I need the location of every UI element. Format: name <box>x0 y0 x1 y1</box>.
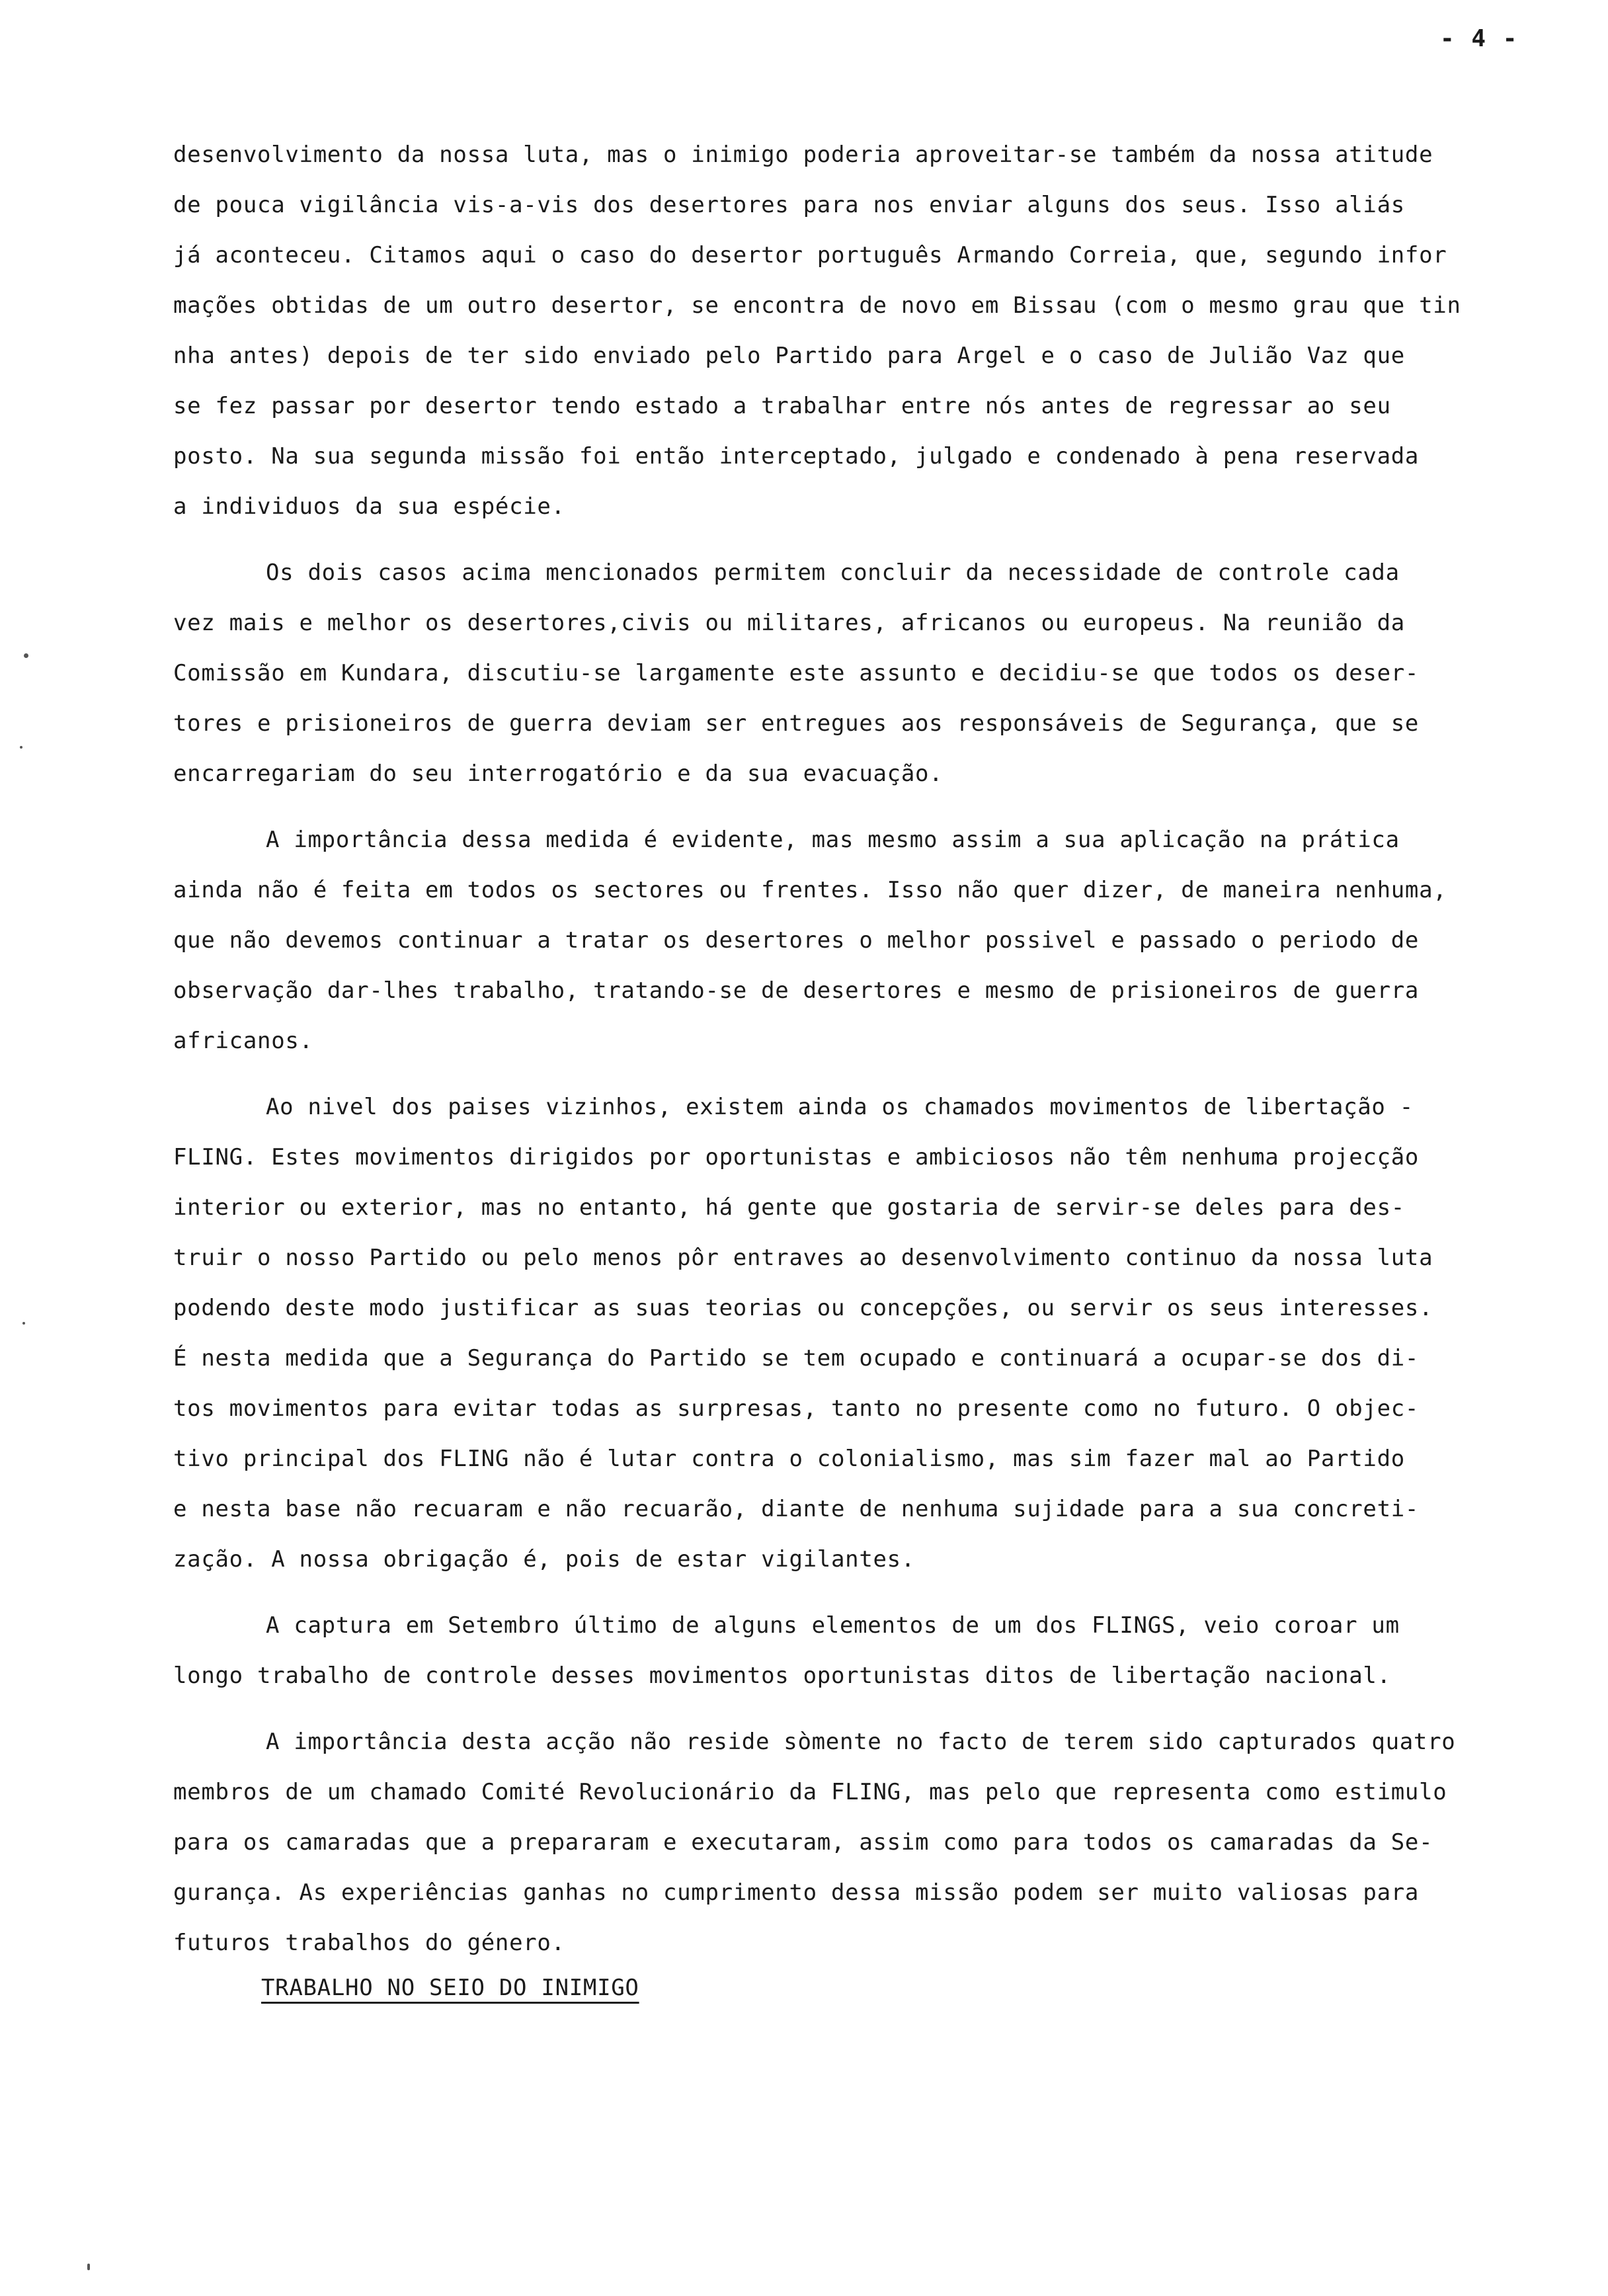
text-line: se fez passar por desertor tendo estado a trabalhar entre nós antes de regressar ao seu <box>173 393 1391 419</box>
text-line: que não devemos continuar a tratar os desertores o melhor possivel e passado o periodo de <box>173 927 1420 954</box>
text-line: Os dois casos acima mencionados permitem concluir da necessidade de controle cada <box>266 559 1400 586</box>
text-line: podendo deste modo justificar as suas teorias ou concepções, ou servir os seus interesses. <box>173 1295 1433 1321</box>
text-line: vez mais e melhor os desertores,civis ou militares, africanos ou europeus. Na reunião da <box>173 610 1405 636</box>
text-line: A captura em Setembro último de alguns elementos de um dos FLINGS, veio coroar um <box>266 1612 1400 1639</box>
text-line: gurança. As experiências ganhas no cumprimento dessa missão podem ser muito valiosas para <box>173 1879 1420 1906</box>
text-line: tivo principal dos FLING não é lutar contra o colonialismo, mas sim fazer mal ao Partido <box>173 1446 1405 1472</box>
text-line: posto. Na sua segunda missão foi então interceptado, julgado e condenado à pena reservada <box>173 443 1420 470</box>
scan-speck <box>87 2264 90 2270</box>
scan-speck <box>22 1322 25 1325</box>
paragraph <box>173 815 1601 1066</box>
text-line: FLING. Estes movimentos dirigidos por oportunistas e ambiciosos não têm nenhuma projecção <box>173 1144 1420 1170</box>
document-body <box>173 130 1601 1968</box>
text-line: tores e prisioneiros de guerra deviam ser entregues aos responsáveis de Segurança, que se <box>173 710 1420 737</box>
text-line: longo trabalho de controle desses movimentos oportunistas ditos de libertação nacional. <box>173 1662 1391 1689</box>
text-line: A importância desta acção não reside sòmente no facto de terem sido capturados quatro <box>266 1729 1456 1755</box>
paragraph <box>173 1082 1601 1584</box>
paragraph <box>173 1600 1601 1701</box>
text-line: encarregariam do seu interrogatório e da sua evacuação. <box>173 760 944 787</box>
scan-speck <box>24 653 28 658</box>
text-line: e nesta base não recuaram e não recuarão, diante de nenhuma sujidade para a sua concreti- <box>173 1496 1420 1522</box>
text-line: futuros trabalhos do género. <box>173 1930 565 1956</box>
text-line: zação. A nossa obrigação é, pois de estar vigilantes. <box>173 1546 915 1573</box>
paragraph <box>173 130 1601 532</box>
text-line: africanos. <box>173 1028 313 1054</box>
text-line: tos movimentos para evitar todas as surpresas, tanto no presente como no futuro. O objec- <box>173 1395 1420 1422</box>
text-line: para os camaradas que a prepararam e executaram, assim como para todos os camaradas da Se- <box>173 1829 1433 1856</box>
text-line: já aconteceu. Citamos aqui o caso do desertor português Armando Correia, que, segundo infor <box>173 242 1447 268</box>
text-line: Comissão em Kundara, discutiu-se largamente este assunto e decidiu-se que todos os deser- <box>173 660 1420 686</box>
page-number: - 4 - <box>1440 25 1519 52</box>
scan-speck <box>20 746 22 749</box>
text-line: desenvolvimento da nossa luta, mas o inimigo poderia aproveitar-se também da nossa atitude <box>173 142 1433 168</box>
paragraph <box>173 1717 1601 1968</box>
paragraph <box>173 548 1601 799</box>
text-line: interior ou exterior, mas no entanto, há gente que gostaria de servir-se deles para des- <box>173 1194 1405 1221</box>
text-line: ainda não é feita em todos os sectores ou frentes. Isso não quer dizer, de maneira nenhuma, <box>173 877 1447 903</box>
text-line: É nesta medida que a Segurança do Partido se tem ocupado e continuará a ocupar-se dos di- <box>173 1345 1420 1372</box>
text-line: observação dar-lhes trabalho, tratando-se de desertores e mesmo de prisioneiros de guerra <box>173 977 1420 1004</box>
text-line: A importância dessa medida é evidente, mas mesmo assim a sua aplicação na prática <box>266 827 1400 853</box>
text-line: truir o nosso Partido ou pelo menos pôr entraves ao desenvolvimento continuo da nossa luta <box>173 1245 1433 1271</box>
text-line: nha antes) depois de ter sido enviado pelo Partido para Argel e o caso de Julião Vaz que <box>173 343 1405 369</box>
text-line: a individuos da sua espécie. <box>173 493 565 520</box>
text-line: de pouca vigilância vis-a-vis dos desertores para nos enviar alguns dos seus. Isso aliás <box>173 192 1405 218</box>
text-line: mações obtidas de um outro desertor, se encontra de novo em Bissau (com o mesmo grau que tin <box>173 292 1461 319</box>
section-heading: TRABALHO NO SEIO DO INIMIGO <box>261 1975 639 2001</box>
text-line: Ao nivel dos paises vizinhos, existem ainda os chamados movimentos de libertação - <box>266 1094 1414 1120</box>
text-line: membros de um chamado Comité Revolucionário da FLING, mas pelo que representa como estimulo <box>173 1779 1447 1805</box>
